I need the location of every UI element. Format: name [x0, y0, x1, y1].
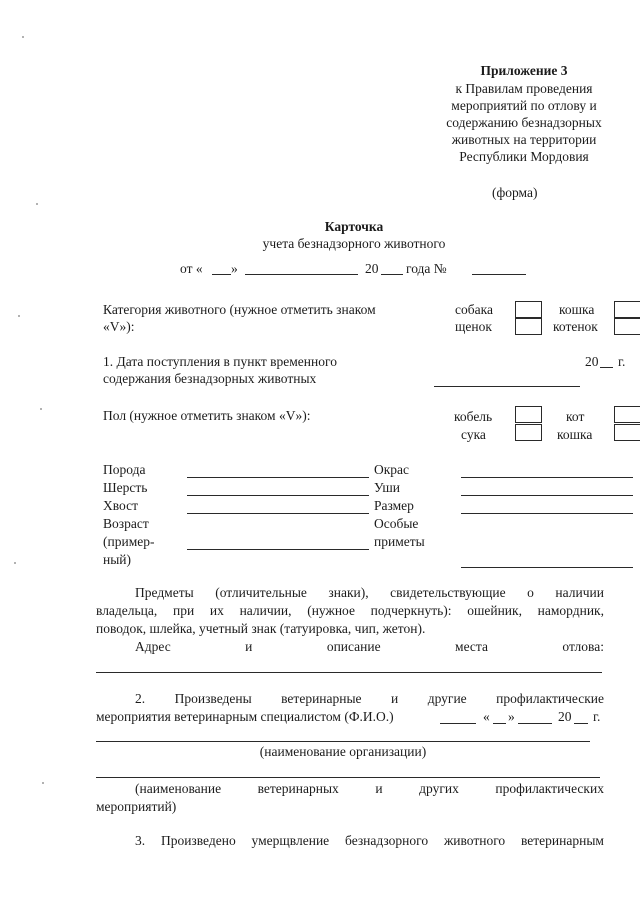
scan-speck — [36, 203, 38, 205]
word: их — [209, 603, 224, 618]
word: ветеринарным — [521, 833, 604, 848]
word: наличии — [555, 585, 604, 600]
scan-speck — [40, 408, 42, 410]
color-field[interactable] — [461, 477, 633, 478]
sex-female-cat-label: кошка — [557, 427, 593, 442]
item2-month-field[interactable] — [518, 723, 552, 724]
card-subtitle: учета безнадзорного животного — [262, 236, 446, 251]
word: животного — [443, 833, 506, 848]
special-marks-label: Особые — [374, 516, 419, 531]
word: других — [419, 781, 459, 796]
coat-field[interactable] — [187, 495, 369, 496]
word: безнадзорного — [345, 833, 429, 848]
word: ветеринарные — [281, 691, 362, 706]
color-label: Окрас — [374, 462, 410, 477]
category-cat-checkbox[interactable] — [614, 301, 640, 318]
tail-field[interactable] — [187, 513, 369, 514]
scan-speck — [18, 315, 20, 317]
category-cat-label: кошка — [559, 302, 595, 317]
age-field[interactable] — [187, 549, 369, 550]
size-field[interactable] — [461, 513, 633, 514]
capture-address-label — [135, 638, 604, 656]
appendix-line: мероприятий по отлову и — [451, 98, 597, 113]
ears-field[interactable] — [461, 495, 633, 496]
word: (отличительные — [215, 585, 307, 600]
sex-female-dog-label: сука — [461, 427, 486, 442]
organization-field[interactable] — [96, 741, 590, 742]
word: места — [455, 639, 488, 654]
word: свидетельствующие — [390, 585, 506, 600]
word: о — [527, 585, 534, 600]
sex-female-dog-checkbox[interactable] — [515, 424, 542, 441]
card-number-label: года № — [406, 261, 447, 276]
item2-specialist-label: мероприятия ветеринарным специалистом (Ф.И.О.) — [96, 709, 394, 724]
category-dog-checkbox[interactable] — [515, 301, 542, 318]
tail-label: Хвост — [103, 498, 139, 513]
word: Предметы — [135, 585, 194, 600]
category-dog-label: собака — [455, 302, 493, 317]
appendix-line: к Правилам проведения — [455, 81, 593, 96]
word: Произведено — [160, 833, 236, 848]
word: намордник, — [537, 603, 604, 618]
measures-field[interactable] — [96, 777, 600, 778]
item3-line1 — [135, 832, 604, 850]
sex-tomcat-checkbox[interactable] — [614, 406, 640, 423]
word: ветеринарных — [257, 781, 339, 796]
breed-label: Порода — [103, 462, 146, 477]
category-puppy-checkbox[interactable] — [515, 318, 542, 335]
sex-male-dog-label: кобель — [454, 409, 493, 424]
word: 2. — [135, 691, 146, 706]
category-kitten-checkbox[interactable] — [614, 318, 640, 335]
word: другие — [427, 691, 467, 706]
word: умерщвление — [251, 833, 330, 848]
word: профилактические — [496, 691, 604, 706]
scan-speck — [22, 36, 24, 38]
age-label-cont: ный) — [103, 552, 132, 567]
item1-year-suffix: г. — [618, 354, 626, 369]
item2-year-suffix: г. — [593, 709, 601, 724]
size-label: Размер — [374, 498, 414, 513]
word: Адрес — [135, 639, 171, 654]
item1-text: 1. Дата поступления в пункт временного — [103, 354, 337, 369]
special-marks-field[interactable] — [461, 567, 633, 568]
word: владельца, — [96, 603, 158, 618]
items-paragraph-line3: поводок, шлейка, учетный знак (татуировка, чип, жетон). — [96, 621, 426, 636]
item2-date-close: » — [508, 709, 515, 724]
card-year-prefix: 20 — [365, 261, 379, 276]
appendix-line: животных на территории — [451, 132, 597, 147]
word: Произведены — [174, 691, 252, 706]
category-puppy-label: щенок — [455, 319, 492, 334]
word: отлова: — [562, 639, 604, 654]
item2-year-prefix: 20 — [558, 709, 572, 724]
word: описание — [326, 639, 381, 654]
ears-label: Уши — [374, 480, 400, 495]
item2-line1 — [135, 690, 604, 708]
item2-day-field[interactable] — [493, 723, 506, 724]
item1-date-field[interactable] — [434, 386, 580, 387]
appendix-title: Приложение 3 — [480, 63, 568, 78]
measures-caption — [135, 780, 604, 798]
category-kitten-label: котенок — [553, 319, 598, 334]
sex-female-cat-checkbox[interactable] — [614, 424, 640, 441]
sex-male-dog-checkbox[interactable] — [515, 406, 542, 423]
word: знаки), — [328, 585, 369, 600]
item2-specialist-name-field[interactable] — [440, 723, 476, 724]
word: ошейник, — [467, 603, 522, 618]
measures-caption-cont: мероприятий) — [96, 799, 177, 814]
special-marks-label-cont: приметы — [374, 534, 425, 549]
word: (наименование — [135, 781, 222, 796]
word: наличии, — [239, 603, 292, 618]
word: подчеркнуть): — [370, 603, 452, 618]
word: профилактических — [495, 781, 604, 796]
item2-date-open: « — [483, 709, 490, 724]
age-label: Возраст — [103, 516, 149, 531]
word: 3. — [135, 833, 146, 848]
appendix-line: содержанию безнадзорных — [446, 115, 602, 130]
category-label-cont: «V»): — [103, 319, 135, 334]
category-label: Категория животного (нужное отметить знаком — [103, 302, 376, 317]
coat-label: Шерсть — [103, 480, 148, 495]
card-date-close: » — [231, 261, 238, 276]
card-title: Карточка — [324, 219, 384, 234]
card-year-field[interactable] — [381, 274, 403, 275]
sex-label: Пол (нужное отметить знаком «V»): — [103, 408, 311, 423]
capture-address-field[interactable] — [96, 672, 602, 673]
word: (нужное — [307, 603, 355, 618]
scan-speck — [42, 782, 44, 784]
item1-year-prefix: 20 — [585, 354, 599, 369]
organization-caption: (наименование организации) — [259, 744, 427, 759]
word: и — [391, 691, 399, 706]
item1-text-cont: содержания безнадзорных животных — [103, 371, 317, 386]
card-date-prefix: от « — [180, 261, 203, 276]
age-label-cont: (пример- — [103, 534, 155, 549]
word: при — [172, 603, 195, 618]
card-number-field[interactable] — [472, 274, 526, 275]
appendix-line: Республики Мордовия — [459, 149, 589, 164]
card-day-field[interactable] — [212, 274, 231, 275]
word: и — [245, 639, 253, 654]
breed-field[interactable] — [187, 477, 369, 478]
item2-year-field[interactable] — [574, 723, 588, 724]
scan-speck — [14, 562, 16, 564]
word: и — [375, 781, 383, 796]
sex-tomcat-label: кот — [566, 409, 585, 424]
form-note: (форма) — [492, 185, 538, 200]
card-month-field[interactable] — [245, 274, 358, 275]
items-paragraph-line2 — [96, 602, 604, 620]
item1-year-field[interactable] — [600, 367, 613, 368]
items-paragraph-line1 — [135, 584, 604, 602]
